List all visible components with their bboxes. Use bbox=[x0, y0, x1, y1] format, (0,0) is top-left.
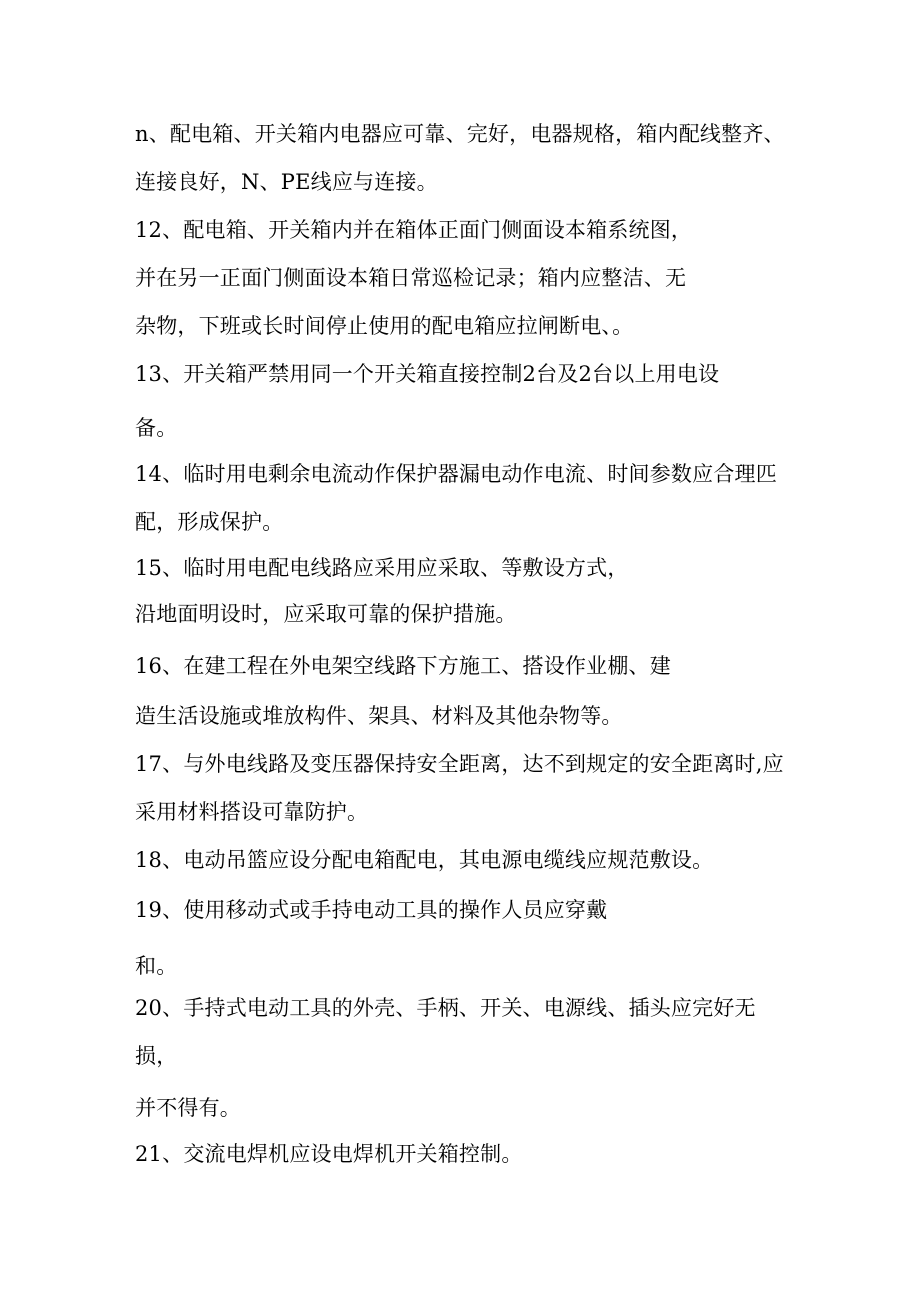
text-line: 19、使用移动式或手持电动工具的操作人员应穿戴 bbox=[135, 898, 608, 922]
text-line: 14、临时用电剩余电流动作保护器漏电动作电流、时间参数应合理匹 bbox=[135, 462, 777, 486]
text-line: 12、配电箱、开关箱内并在箱体正面门侧面设本箱系统图， bbox=[135, 218, 693, 242]
text-line: 并不得有。 bbox=[135, 1096, 241, 1120]
text-line: 13、开关箱严禁用同一个开关箱直接控制2台及2台以上用电设 bbox=[135, 362, 720, 386]
text-line: 和。 bbox=[135, 954, 178, 978]
text-line: 18、电动吊篮应设分配电箱配电，其电源电缆线应规范敷设。 bbox=[135, 848, 714, 872]
text-line: 17、与外电线路及变压器保持安全距离，达不到规定的安全距离时,应 bbox=[135, 752, 784, 776]
text-line: 15、临时用电配电线路应采用应采取、等敷设方式， bbox=[135, 556, 629, 580]
text-line: 备。 bbox=[135, 416, 178, 440]
text-line: 采用材料搭设可靠防护。 bbox=[135, 800, 369, 824]
text-line: 杂物，下班或长时间停止使用的配电箱应拉闸断电、。 bbox=[135, 314, 634, 338]
text-line: 20、手持式电动工具的外壳、手柄、开关、电源线、插头应完好无 bbox=[135, 996, 756, 1020]
text-line: n、配电箱、开关箱内电器应可靠、完好，电器规格，箱内配线整齐、 bbox=[135, 122, 785, 146]
text-line: 沿地面明设时，应采取可靠的保护措施。 bbox=[135, 602, 517, 626]
text-line: 损， bbox=[135, 1044, 178, 1068]
text-line: 16、在建工程在外电架空线路下方施工、搭设作业棚、建 bbox=[135, 654, 671, 678]
text-line: 配，形成保护。 bbox=[135, 510, 284, 534]
text-line: 并在另一正面门侧面设本箱日常巡检记录；箱内应整洁、无 bbox=[135, 266, 687, 290]
text-line: 连接良好，N、PE线应与连接。 bbox=[135, 170, 438, 194]
text-line: 21、交流电焊机应设电焊机开关箱控制。 bbox=[135, 1142, 523, 1166]
text-line: 造生活设施或堆放构件、架具、材料及其他杂物等。 bbox=[135, 704, 623, 728]
